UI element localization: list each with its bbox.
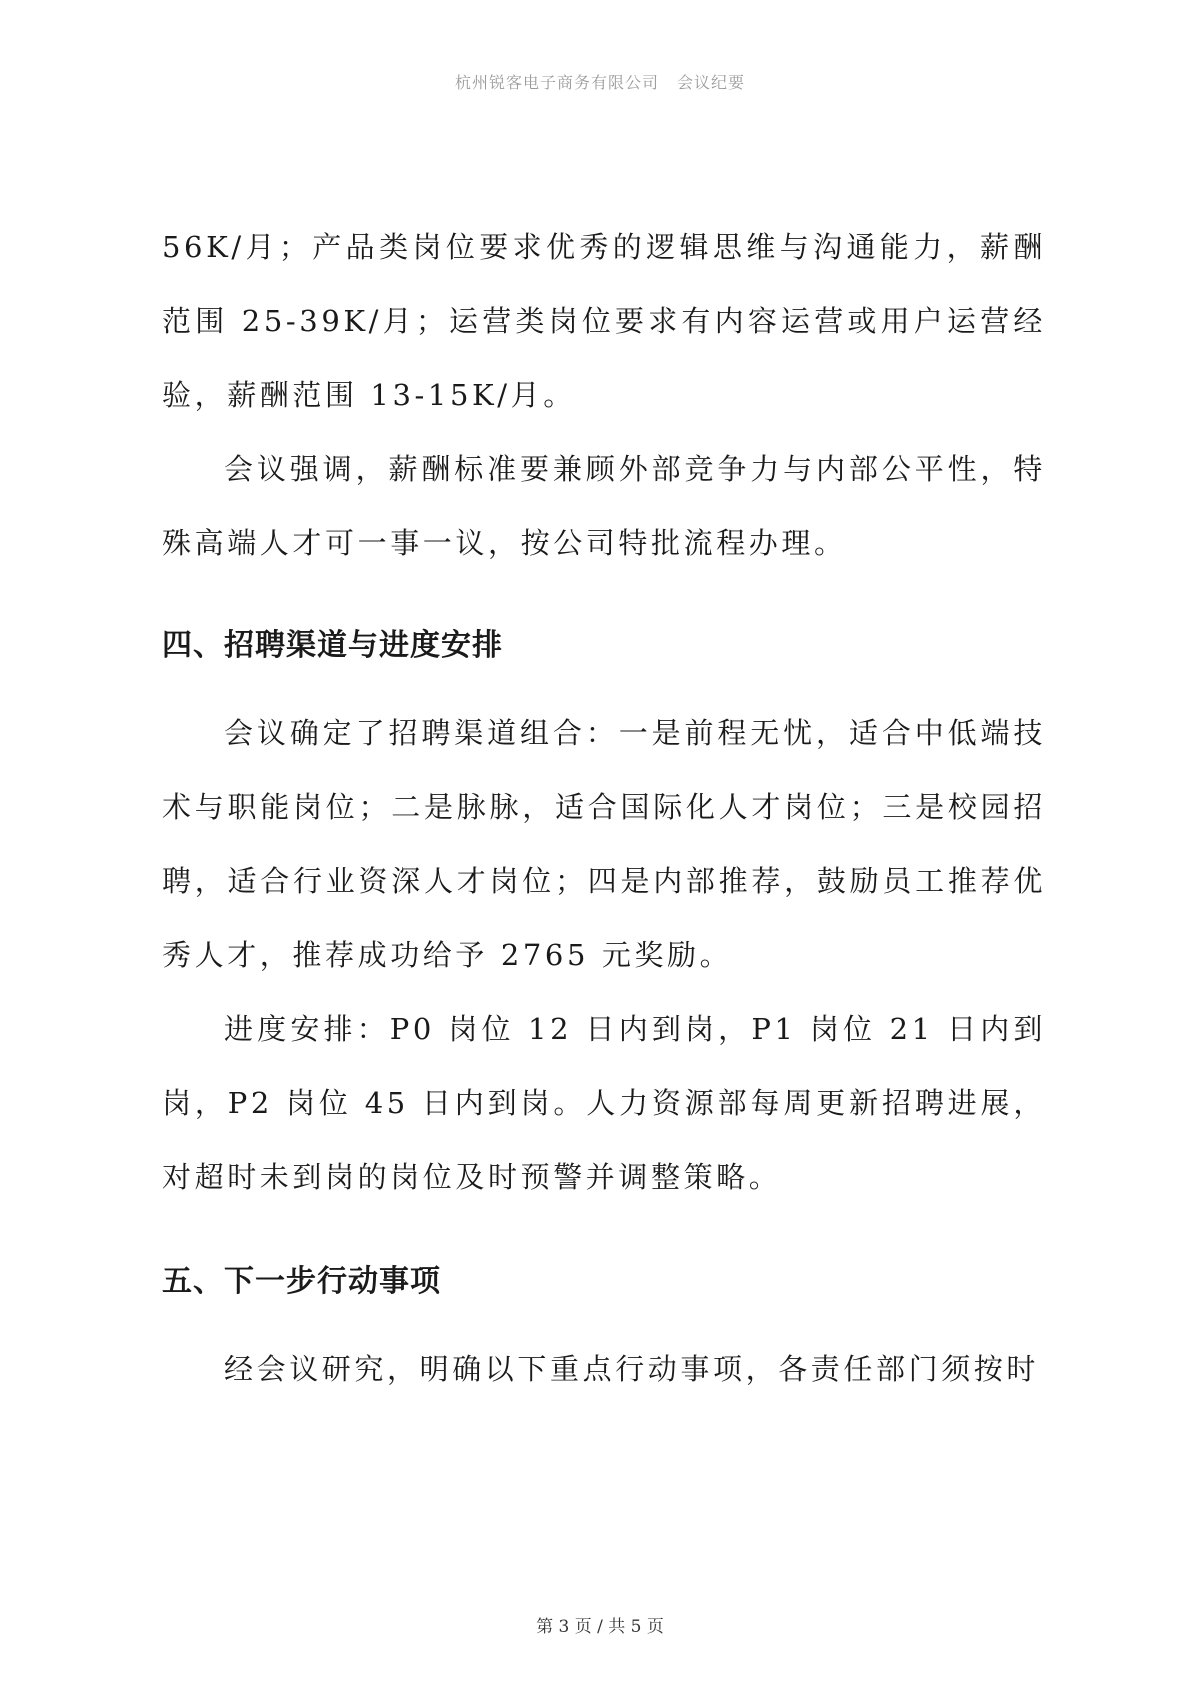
header-doc-type: 会议纪要 [677,73,746,92]
paragraph-next-actions: 经会议研究，明确以下重点行动事项，各责任部门须按时 [224,1352,1040,1386]
header-company: 杭州锐客电子商务有限公司 [454,73,659,92]
section-heading-recruitment-channels: 四、招聘渠道与进度安排 [162,628,503,663]
paragraph-schedule: 进度安排：P0 岗位 12 日内到岗，P1 岗位 21 日内到岗，P2 岗位 45 日内到岗。人力资源部每周更新招聘进展，对超时未到岗的岗位及时预警并调整策略。 [162,1012,1046,1194]
page-number: 第 3 页 / 共 5 页 [536,1617,664,1637]
paragraph-salary-continued: 56K/月；产品类岗位要求优秀的逻辑思维与沟通能力，薪酬范围 25-39K/月；运营类岗位要求有内容运营或用户运营经验，薪酬范围 13-15K/月。 [162,230,1046,412]
page-header [0,70,1200,93]
paragraph-salary-principle: 会议强调，薪酬标准要兼顾外部竞争力与内部公平性，特殊高端人才可一事一议，按公司特批流程办理。 [162,452,1046,560]
page-content [162,210,1046,1406]
paragraph-channels: 会议确定了招聘渠道组合：一是前程无忧，适合中低端技术与职能岗位；二是脉脉，适合国际化人才岗位；三是校园招聘，适合行业资深人才岗位；四是内部推荐，鼓励员工推荐优秀人才，推荐成功给予 2765 元奖励。 [162,716,1046,972]
section-heading-next-actions: 五、下一步行动事项 [162,1264,441,1299]
